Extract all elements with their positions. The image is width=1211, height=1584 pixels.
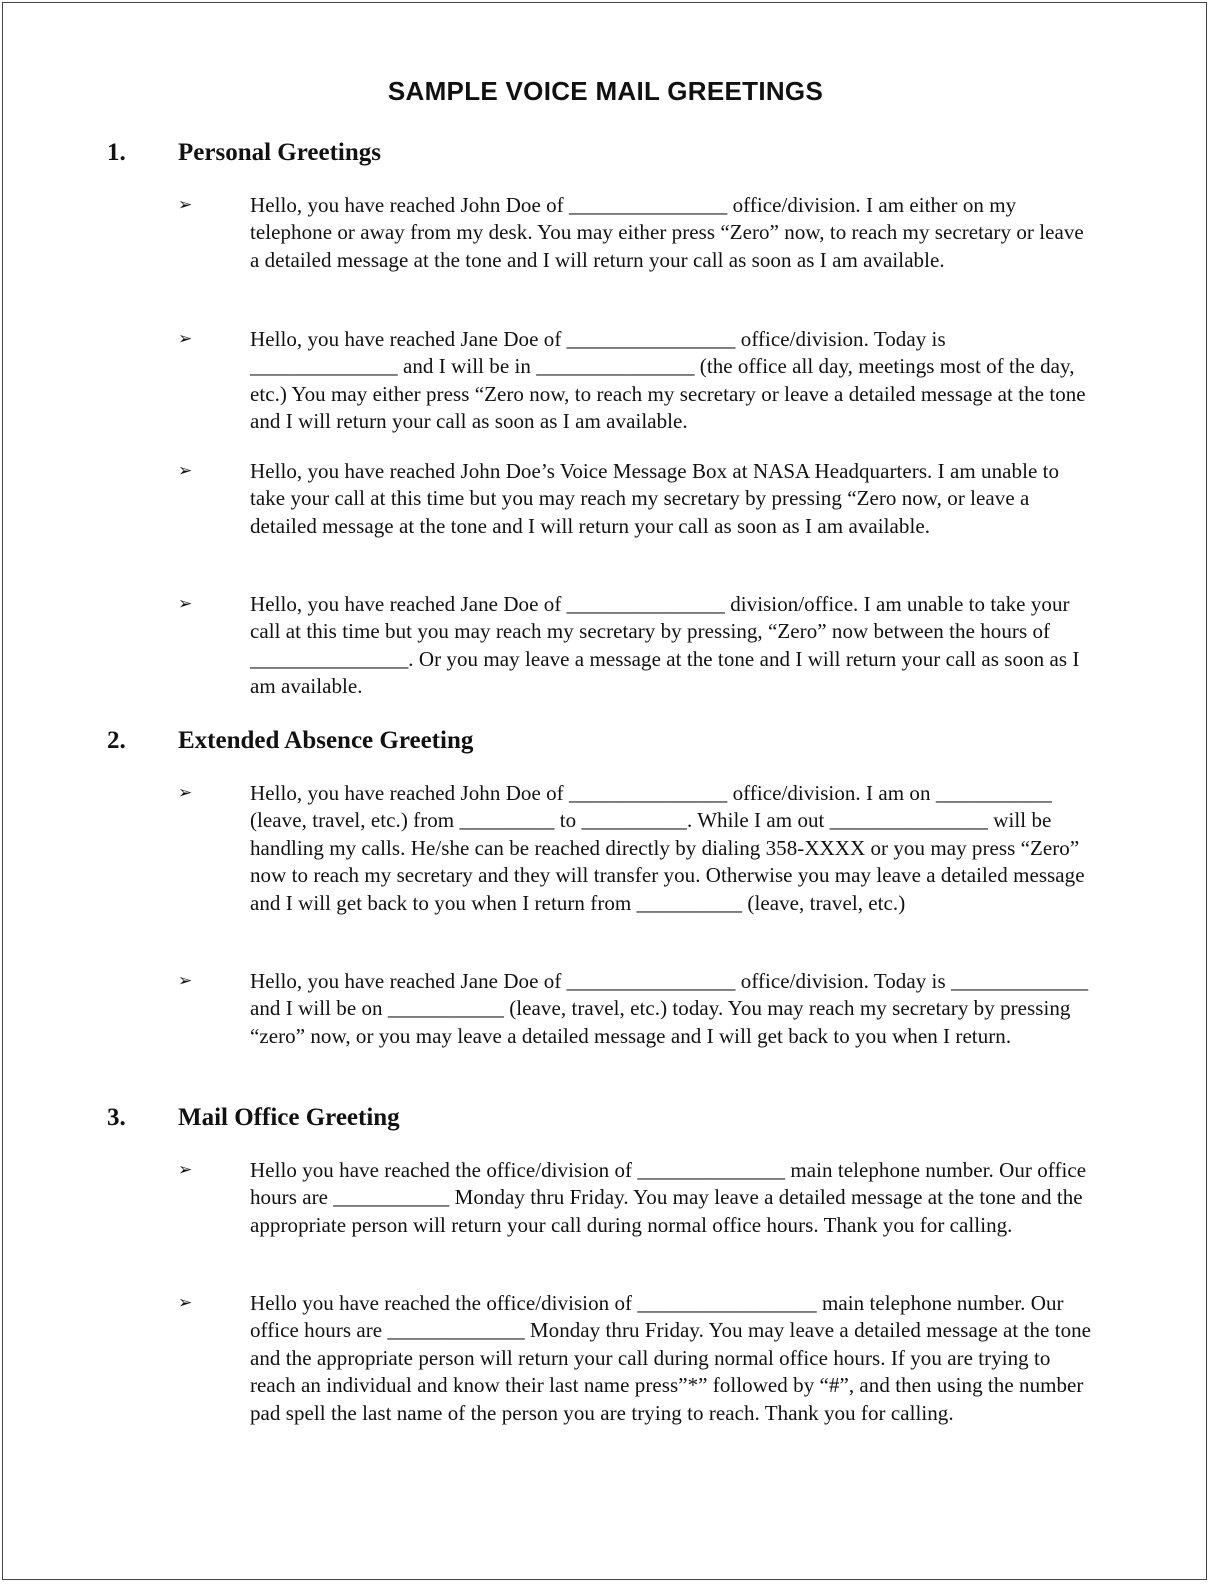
arrow-bullet-icon: ➢ (178, 329, 193, 349)
arrow-bullet-icon: ➢ (178, 1293, 193, 1313)
greeting-text: Hello, you have reached John Doe of _______________ office/division. I am either on my telephone or away from my desk. You may either press “Zero” now, to reach my secretary or leave a detailed message at the tone and I will return your call as soon as I am available. (250, 193, 1084, 272)
greeting-text: Hello you have reached the office/division of _________________ main telephone number. Our office hours are _____________ Monday thru Friday. You may leave a detailed message at the tone and the appropriate person will return your call during normal office hours. If you are trying to reach an individual and know their last name press”*” followed by “#”, and then using the number pad spell the last name of the person you are trying to reach. Thank you for calling. (250, 1291, 1092, 1425)
arrow-bullet-icon: ➢ (178, 195, 193, 215)
document-title: SAMPLE VOICE MAIL GREETINGS (387, 76, 824, 106)
arrow-bullet-icon: ➢ (178, 783, 193, 803)
section-title: Extended Absence Greeting (178, 727, 474, 754)
greeting-text: Hello you have reached the office/division of ______________ main telephone number. Our office hours are ___________ Monday thru Friday. You may leave a detailed message at the tone and the appropriate person will return your call during normal office hours. Thank you for calling. (250, 1158, 1087, 1237)
section-heading (0, 139, 1211, 171)
section-title: Mail Office Greeting (178, 1104, 400, 1131)
greeting-text: Hello, you have reached Jane Doe of ________________ office/division. Today is _____________ and I will be on ___________ (leave, travel, etc.) today. You may reach my secretary by pressing “zero” now, or you may leave a detailed message and I will get back to you when I return. (250, 969, 1089, 1048)
section-number: 2. (107, 727, 126, 754)
section-number: 1. (107, 139, 126, 166)
section-heading (0, 727, 1211, 759)
section-number: 3. (107, 1104, 126, 1131)
arrow-bullet-icon: ➢ (178, 461, 193, 481)
greeting-text: Hello, you have reached John Doe’s Voice Message Box at NASA Headquarters. I am unable to take your call at this time but you may reach my secretary by pressing “Zero now, or leave a detailed message at the tone and I will return your call as soon as I am available. (250, 459, 1060, 538)
arrow-bullet-icon: ➢ (178, 594, 193, 614)
arrow-bullet-icon: ➢ (178, 1160, 193, 1180)
section-title: Personal Greetings (178, 139, 381, 166)
arrow-bullet-icon: ➢ (178, 971, 193, 991)
greeting-text: Hello, you have reached Jane Doe of ________________ office/division. Today is ______________ and I will be in _______________ (the office all day, meetings most of the day, etc.) You may either press “Zero now, to reach my secretary or leave a detailed message at the tone and I will return your call as soon as I am available. (250, 327, 1086, 434)
greeting-text: Hello, you have reached John Doe of _______________ office/division. I am on ___________ (leave, travel, etc.) from _________ to __________. While I am out _______________ will be handling my calls. He/she can be reached directly by dialing 358-XXXX or you may press “Zero” now to reach my secretary and they will transfer you. Otherwise you may leave a detailed message and I will get back to you when I return from __________ (leave, travel, etc.) (250, 781, 1085, 915)
greeting-text: Hello, you have reached Jane Doe of _______________ division/office. I am unable to take your call at this time but you may reach my secretary by pressing, “Zero” now between the hours of _______________. Or you may leave a message at the tone and I will return your call as soon as I am available. (250, 592, 1080, 699)
section-heading (0, 1104, 1211, 1136)
